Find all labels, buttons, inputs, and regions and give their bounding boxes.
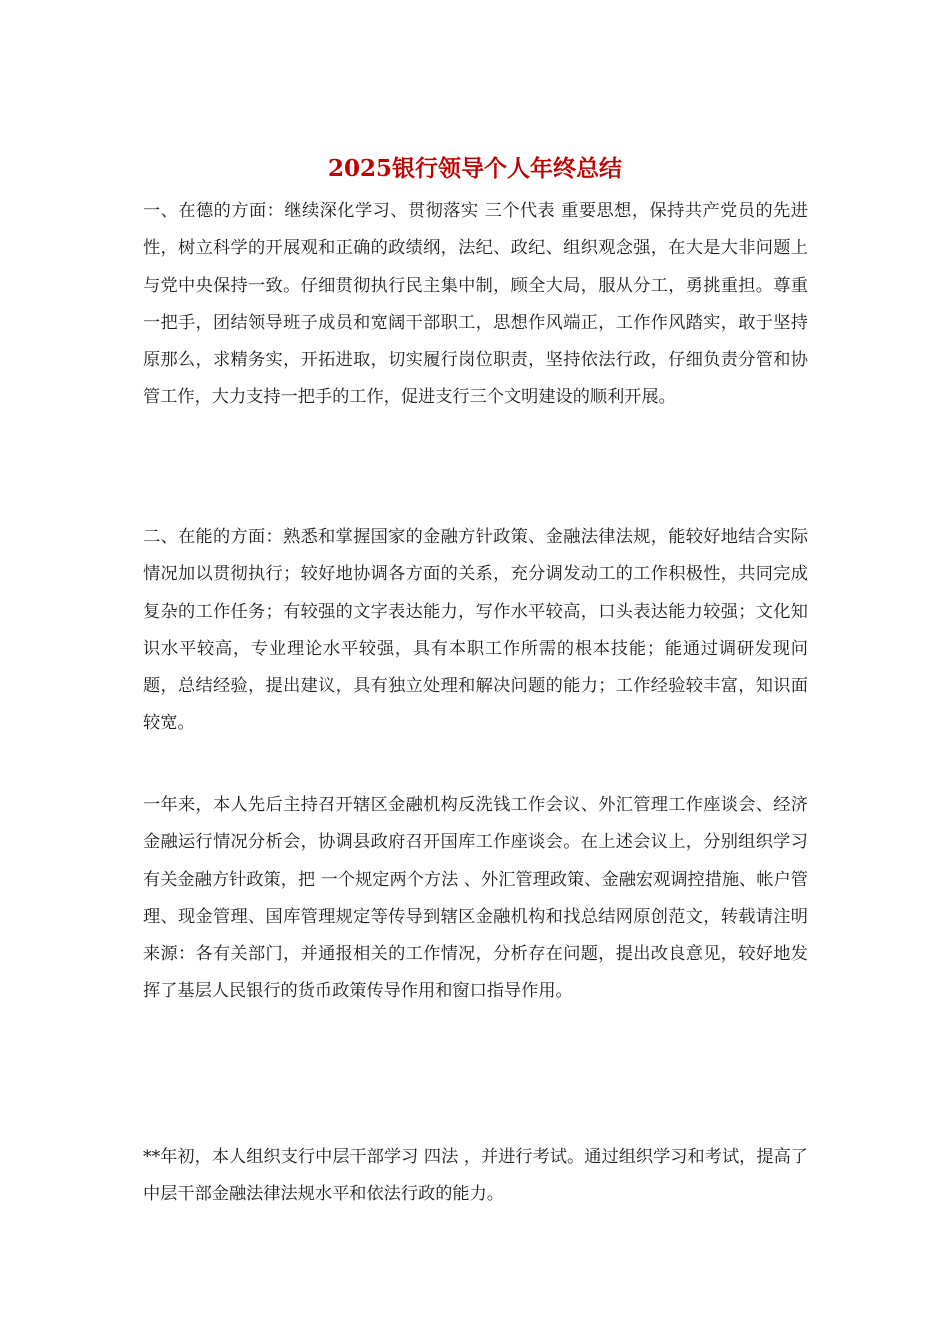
paragraph-ability: 二、在能的方面：熟悉和掌握国家的金融方针政策、金融法律法规，能较好地结合实际情况加以贯彻执行；较好地协调各方面的关系，充分调发动工的工作积极性，共同完成复杂的工作任务；有较强的文字表达能力，写作水平较高，口头表达能力较强；文化知识水平较高，专业理论水平较强，具有本职工作所需的根本技能；能通过调研发现问题，总结经验，提出建议，具有独立处理和解决问题的能力；工作经验较丰富，知识面较宽。 — [143, 527, 808, 734]
paragraph-meetings: 一年来，本人先后主持召开辖区金融机构反洗钱工作会议、外汇管理工作座谈会、经济金融运行情况分析会，协调县政府召开国库工作座谈会。在上述会议上，分别组织学习有关金融方针政策，把 一个规定两个方法 、外汇管理政策、金融宏观调控措施、帐户管理、现金管理、国库管理规定等传导到辖区金融机构和找总结网原创范文，转载请注明来源：各有关部门，并通报相关的工作情况，分析存在问题，提出改良意见，较好地发挥了基层人民银行的货币政策传导作用和窗口指导作用。 — [143, 795, 808, 1002]
paragraph-moral: 一、在德的方面：继续深化学习、贯彻落实 三个代表 重要思想，保持共产党员的先进性，树立科学的开展观和正确的政绩纲，法纪、政纪、组织观念强，在大是大非问题上与党中央保持一致。仔细贯彻执行民主集中制，顾全大局，服从分工，勇挑重担。尊重一把手，团结领导班子成员和宽阔干部职工，思想作风端正，工作作风踏实，敢于坚持原那么，求精务实，开拓进取，切实履行岗位职责，坚持依法行政，仔细负责分管和协管工作，大力支持一把手的工作，促进支行三个文明建设的顺利开展。 — [143, 201, 808, 408]
document-title: 2025银行领导个人年终总结 — [327, 155, 622, 182]
paragraph-training: **年初，本人组织支行中层干部学习 四法 ，并进行考试。通过组织学习和考试，提高了中层干部金融法律法规水平和依法行政的能力。 — [143, 1147, 808, 1205]
